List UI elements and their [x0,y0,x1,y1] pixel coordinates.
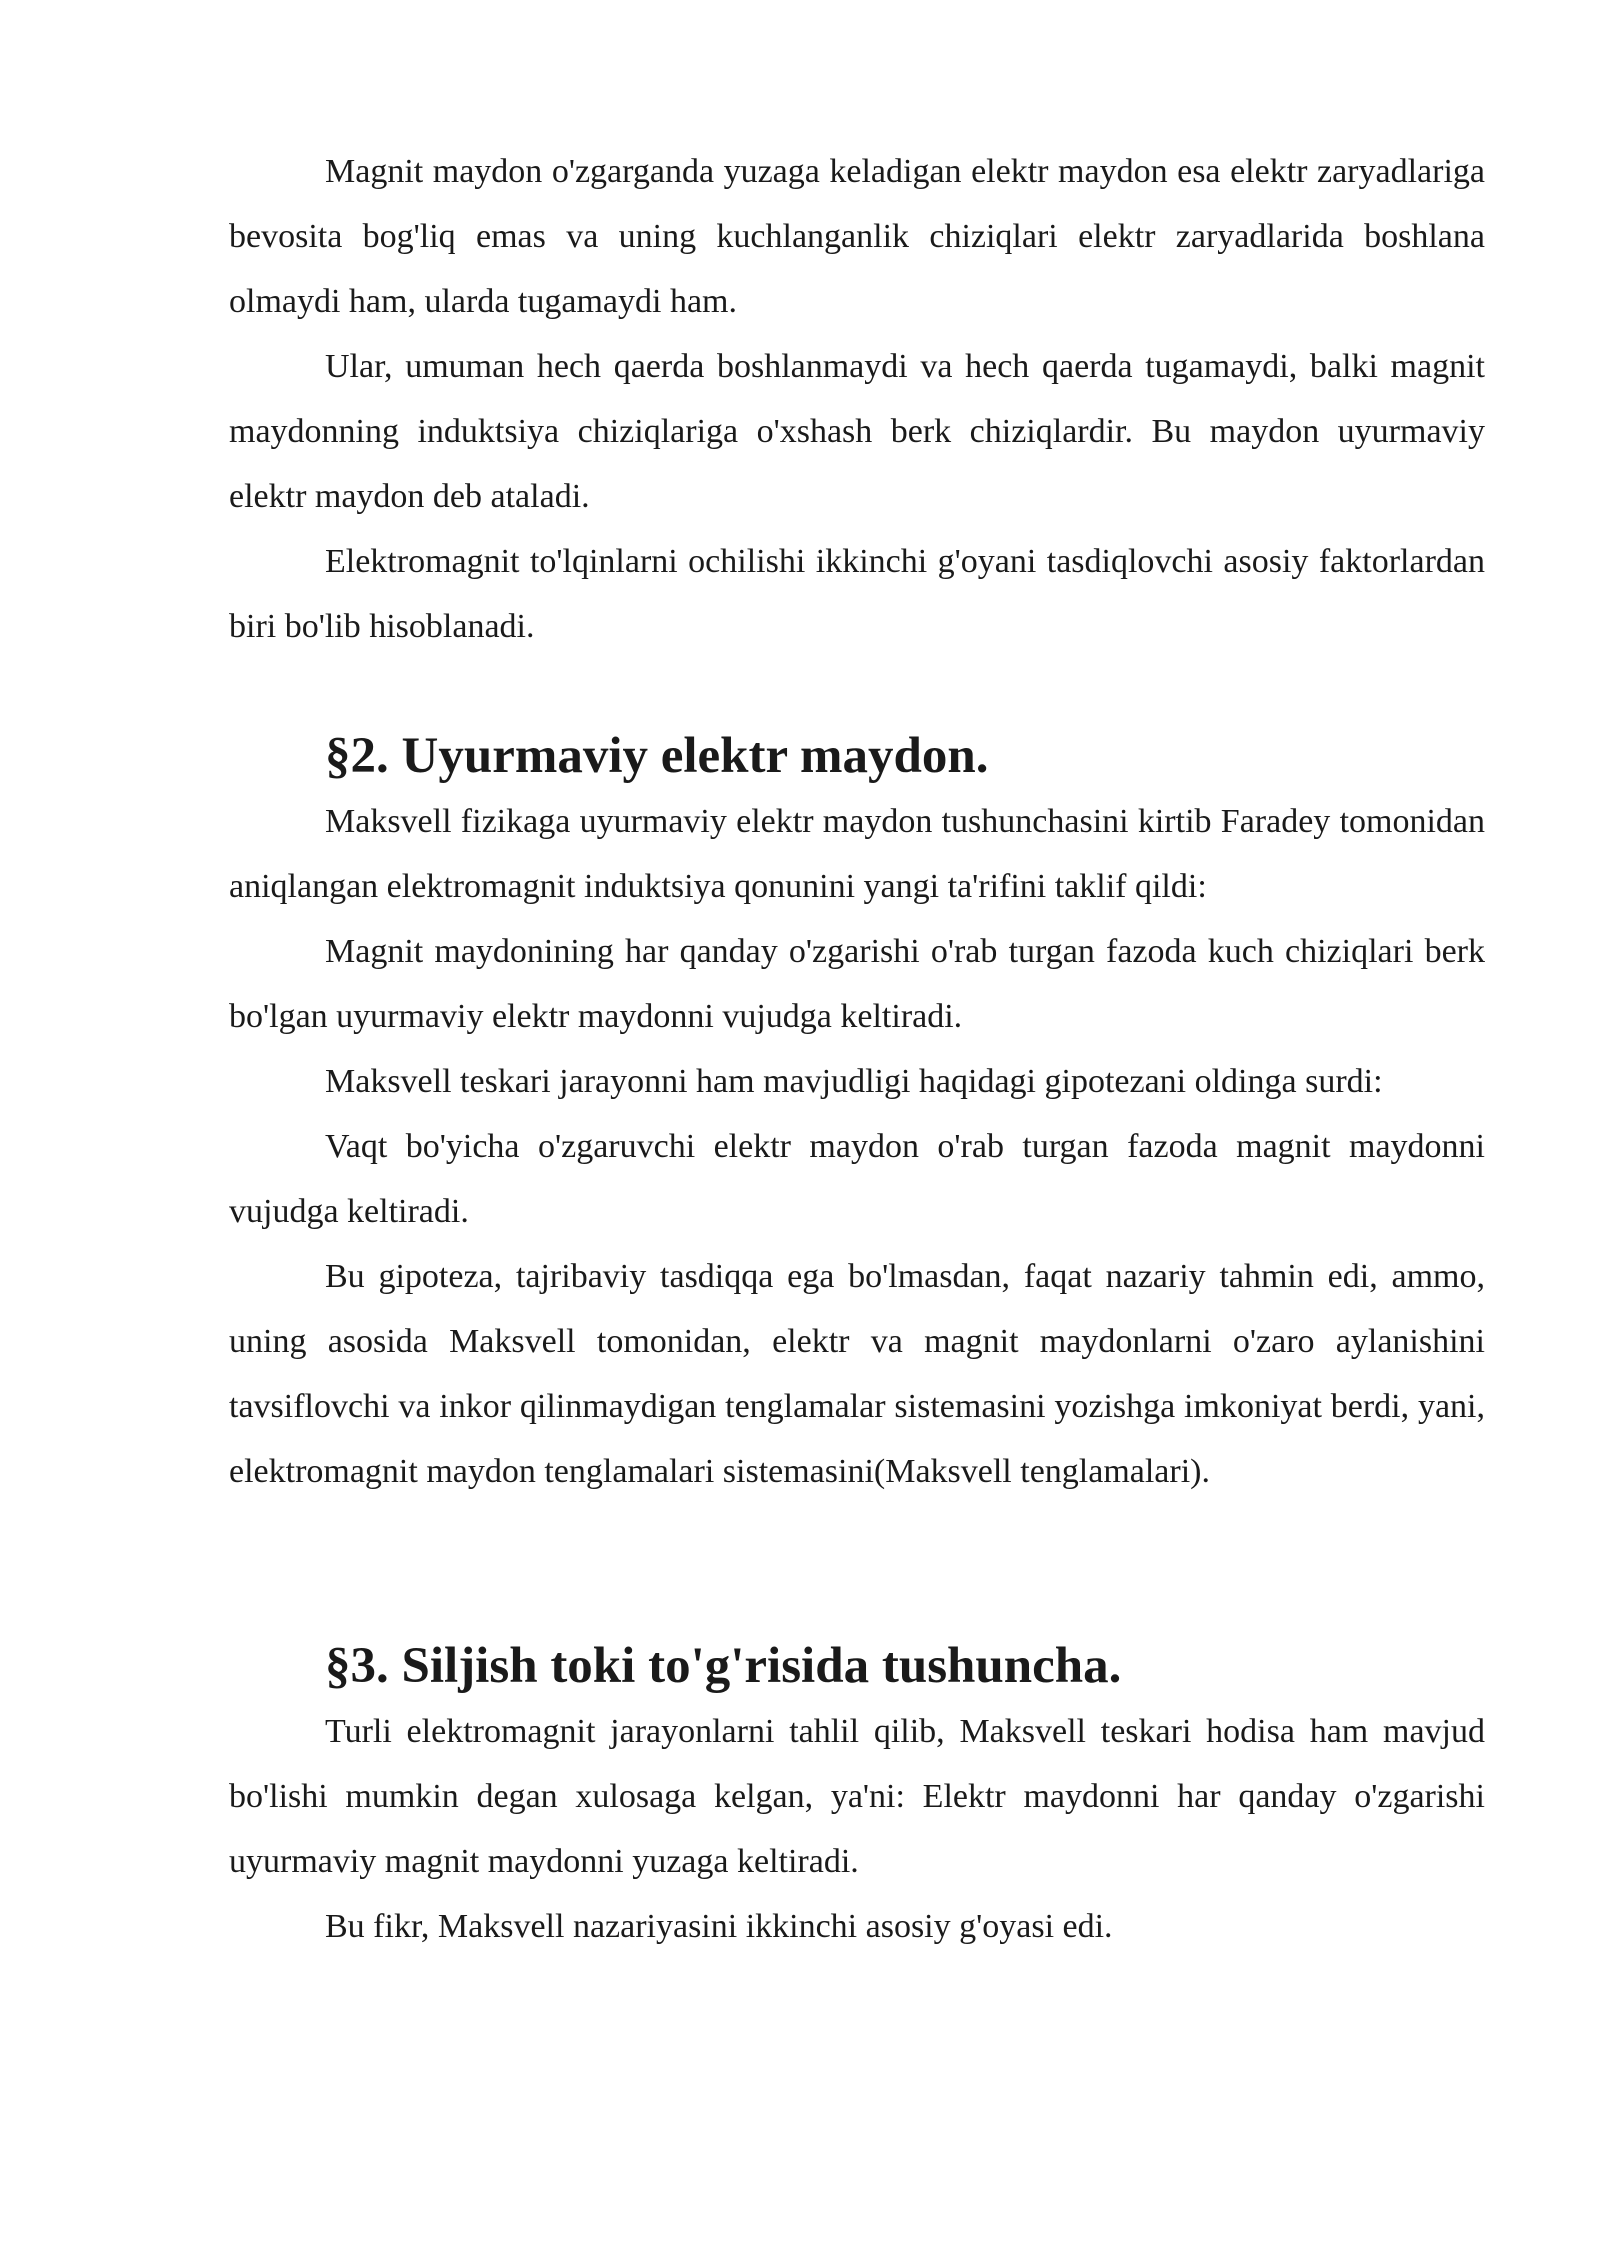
page-content [229,139,1485,1959]
section-heading-3: §3. Siljish toki to'g'risida tushuncha. [325,1638,1122,1694]
paragraph: Bu gipoteza, tajribaviy tasdiqqa ega bo'lmasdan, faqat nazariy tahmin edi, ammo, uning asosida Maksvell tomonidan, elektr va magnit maydonlarni o'zaro aylanishini tavsiflovchi va inkor qilinmaydigan tenglamalar sistemasini yozishga imkoniyat berdi, yani, elektromagnit maydon tenglamalari sistemasini(Maksvell tenglamalari). [229,1258,1485,1490]
paragraph: Maksvell teskari jarayonni ham mavjudligi haqidagi gipotezani oldinga surdi: [325,1063,1383,1100]
paragraph: Elektromagnit to'lqinlarni ochilishi ikkinchi g'oyani tasdiqlovchi asosiy faktorlardan biri bo'lib hisoblanadi. [229,543,1485,645]
paragraph: Vaqt bo'yicha o'zgaruvchi elektr maydon o'rab turgan fazoda magnit maydonni vujudga keltiradi. [229,1128,1485,1230]
spacer [229,1504,1485,1634]
paragraph: Maksvell fizikaga uyurmaviy elektr maydon tushunchasini kirtib Faradey tomonidan aniqlangan elektromagnit induktsiya qonunini yangi ta'rifini taklif qildi: [229,803,1485,905]
paragraph: Turli elektromagnit jarayonlarni tahlil qilib, Maksvell teskari hodisa ham mavjud bo'lishi mumkin degan xulosaga kelgan, ya'ni: Elektr maydonni har qanday o'zgarishi uyurmaviy magnit maydonni yuzaga keltiradi. [229,1713,1485,1880]
paragraph: Magnit maydonining har qanday o'zgarishi o'rab turgan fazoda kuch chiziqlari berk bo'lgan uyurmaviy elektr maydonni vujudga keltiradi. [229,933,1485,1035]
paragraph: Ular, umuman hech qaerda boshlanmaydi va hech qaerda tugamaydi, balki magnit maydonning induktsiya chiziqlariga o'xshash berk chiziqlardir. Bu maydon uyurmaviy elektr maydon deb ataladi. [229,348,1485,515]
spacer [229,659,1485,724]
paragraph: Magnit maydon o'zgarganda yuzaga keladigan elektr maydon esa elektr zaryadlariga bevosita bog'liq emas va uning kuchlanganlik chiziqlari elektr zaryadlarida boshlana olmaydi ham, ularda tugamaydi ham. [229,153,1485,320]
paragraph: Bu fikr, Maksvell nazariyasini ikkinchi asosiy g'oyasi edi. [325,1908,1113,1945]
section-heading-2: §2. Uyurmaviy elektr maydon. [325,728,989,784]
